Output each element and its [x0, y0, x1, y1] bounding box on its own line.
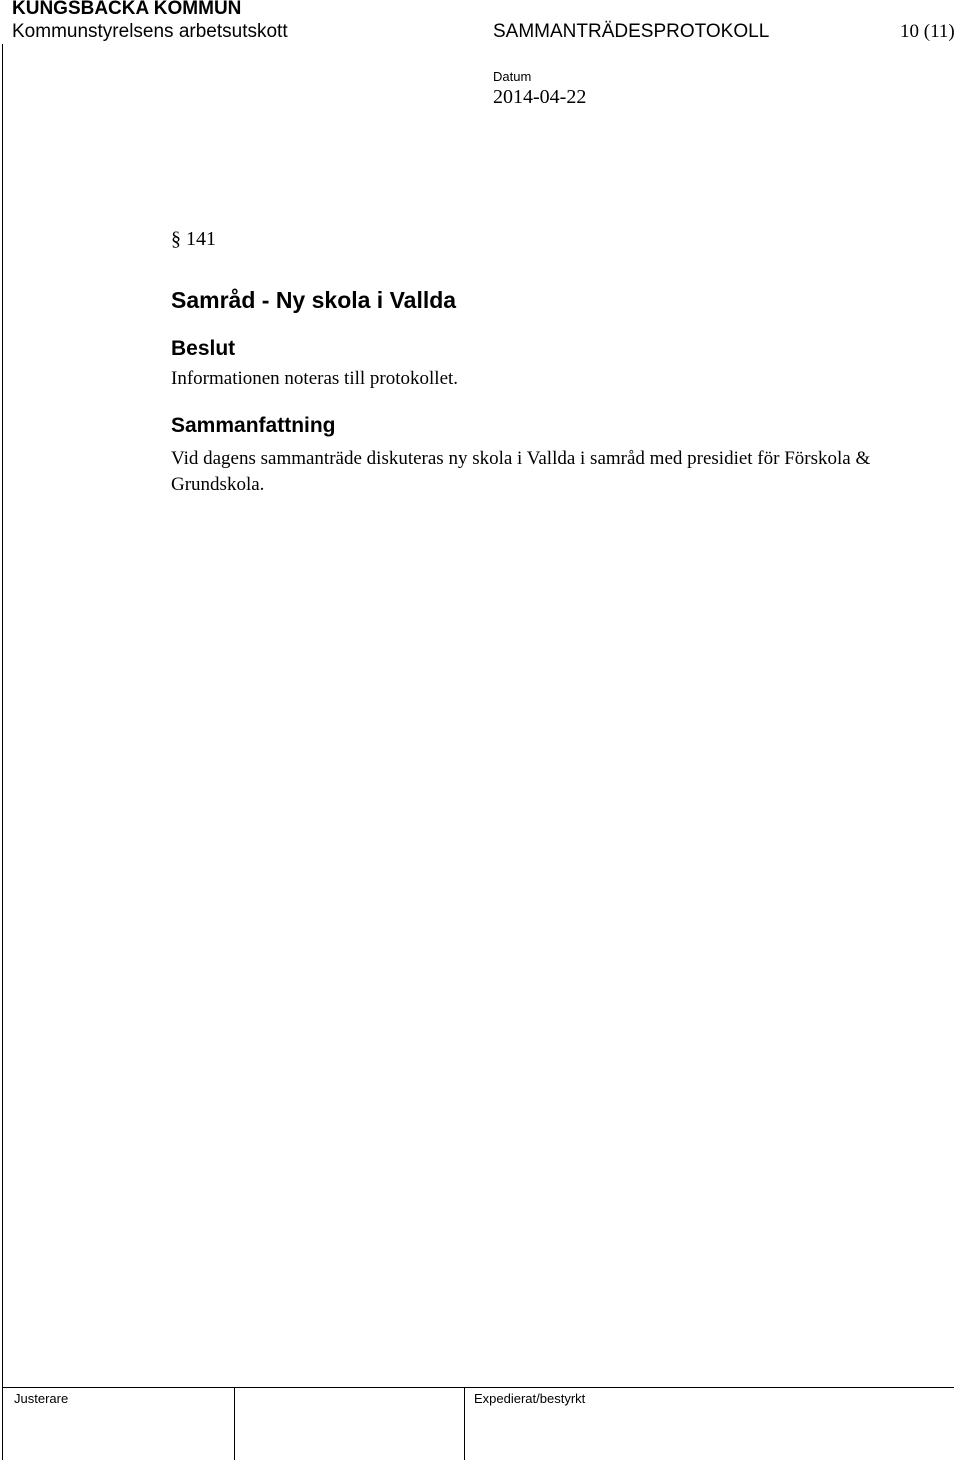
organization-name: KUNGSBACKA KOMMUN — [12, 0, 242, 19]
date-value: 2014-04-22 — [493, 86, 587, 108]
summary-text: Vid dagens sammanträde diskuteras ny skola i Vallda i samråd med presidiet för Förskola & Grundskola. — [171, 448, 871, 495]
signer-label: Justerare — [14, 1391, 69, 1406]
committee-name: Kommunstyrelsens arbetsutskott — [12, 21, 288, 42]
page-number: 10 (11) — [900, 21, 955, 42]
decision-heading: Beslut — [171, 337, 236, 360]
decision-text: Informationen noteras till protokollet. — [171, 368, 459, 389]
section-title: Samråd - Ny skola i Vallda — [171, 287, 457, 313]
footer-divider — [234, 1387, 235, 1460]
summary-heading: Sammanfattning — [171, 414, 336, 437]
document-type: SAMMANTRÄDESPROTOKOLL — [493, 21, 770, 42]
footer-divider — [464, 1387, 465, 1460]
footer-rule — [2, 1387, 954, 1388]
left-margin-rule — [2, 44, 3, 1460]
dispatched-label: Expedierat/bestyrkt — [474, 1391, 586, 1406]
paragraph-number: § 141 — [171, 228, 216, 250]
date-label: Datum — [493, 69, 532, 84]
